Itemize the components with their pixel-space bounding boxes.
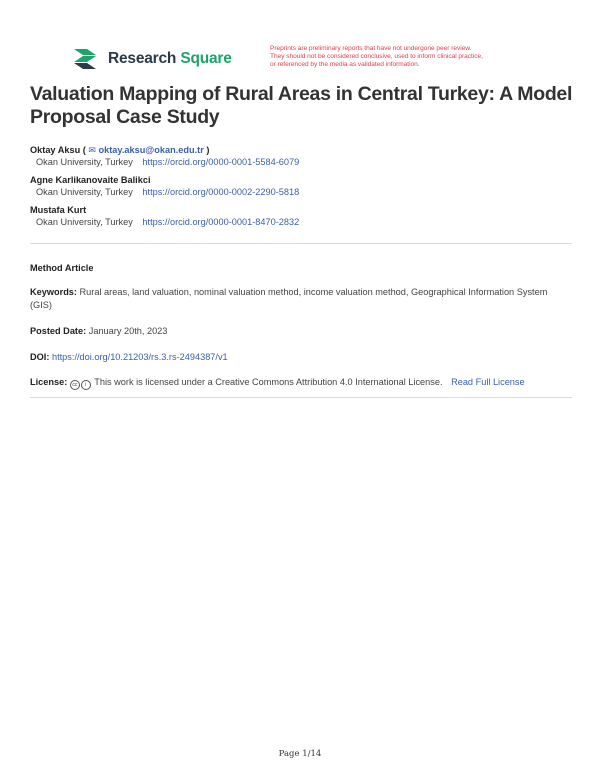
author-list	[30, 144, 575, 234]
author-name: Oktay Aksu ( ✉ oktay.aksu@okan.edu.tr )	[30, 145, 210, 155]
author-affiliation: Okan University, Turkey https://orcid.org/0000-0002-2290-5818	[36, 187, 300, 197]
read-full-license-link[interactable]: Read Full License	[451, 377, 525, 387]
author-affiliation: Okan University, Turkey https://orcid.org/0000-0001-5584-6079	[36, 157, 300, 167]
divider	[30, 397, 572, 398]
cc-icon: cc	[70, 380, 80, 390]
author-name: Agne Karlikanovaite Balikci	[30, 175, 151, 185]
author-name: Mustafa Kurt	[30, 205, 87, 215]
envelope-icon: ✉	[88, 145, 96, 155]
logo-wordmark: Research Square	[108, 50, 232, 67]
page-number: Page 1/14	[278, 749, 322, 759]
orcid-link[interactable]: https://orcid.org/0000-0001-8470-2832	[142, 217, 300, 227]
paper-title: Valuation Mapping of Rural Areas in Central Turkey: A Model Proposal Case Study	[30, 83, 573, 128]
doi: DOI: https://doi.org/10.21203/rs.3.rs-2494387/v1	[30, 352, 228, 362]
article-type: Method Article	[30, 263, 94, 273]
notice-line: Preprints are preliminary reports that have not undergone peer review.	[270, 45, 472, 52]
doi-link[interactable]: https://doi.org/10.21203/rs.3.rs-2494387/v1	[51, 352, 228, 362]
author-email-link[interactable]: oktay.aksu@okan.edu.tr	[98, 145, 204, 155]
posted-date: Posted Date: January 20th, 2023	[30, 326, 168, 336]
orcid-link[interactable]: https://orcid.org/0000-0002-2290-5818	[142, 187, 300, 197]
license: License: cc i This work is licensed under a Creative Commons Attribution 4.0 International License. Read Full License	[30, 377, 525, 388]
keywords: Keywords: Rural areas, land valuation, nominal valuation method, income valuation method, Geographical Information System (GIS)	[30, 287, 548, 310]
notice-line: They should not be considered conclusive, used to inform clinical practice,	[270, 53, 483, 60]
by-icon: i	[81, 380, 91, 390]
divider	[30, 243, 572, 244]
author-affiliation: Okan University, Turkey https://orcid.org/0000-0001-8470-2832	[36, 217, 300, 227]
preprint-notice	[270, 45, 570, 69]
orcid-link[interactable]: https://orcid.org/0000-0001-5584-6079	[142, 157, 300, 167]
research-square-logo[interactable]	[72, 47, 232, 71]
research-square-logo-icon	[72, 47, 100, 71]
notice-line: or referenced by the media as validated information.	[270, 61, 420, 68]
